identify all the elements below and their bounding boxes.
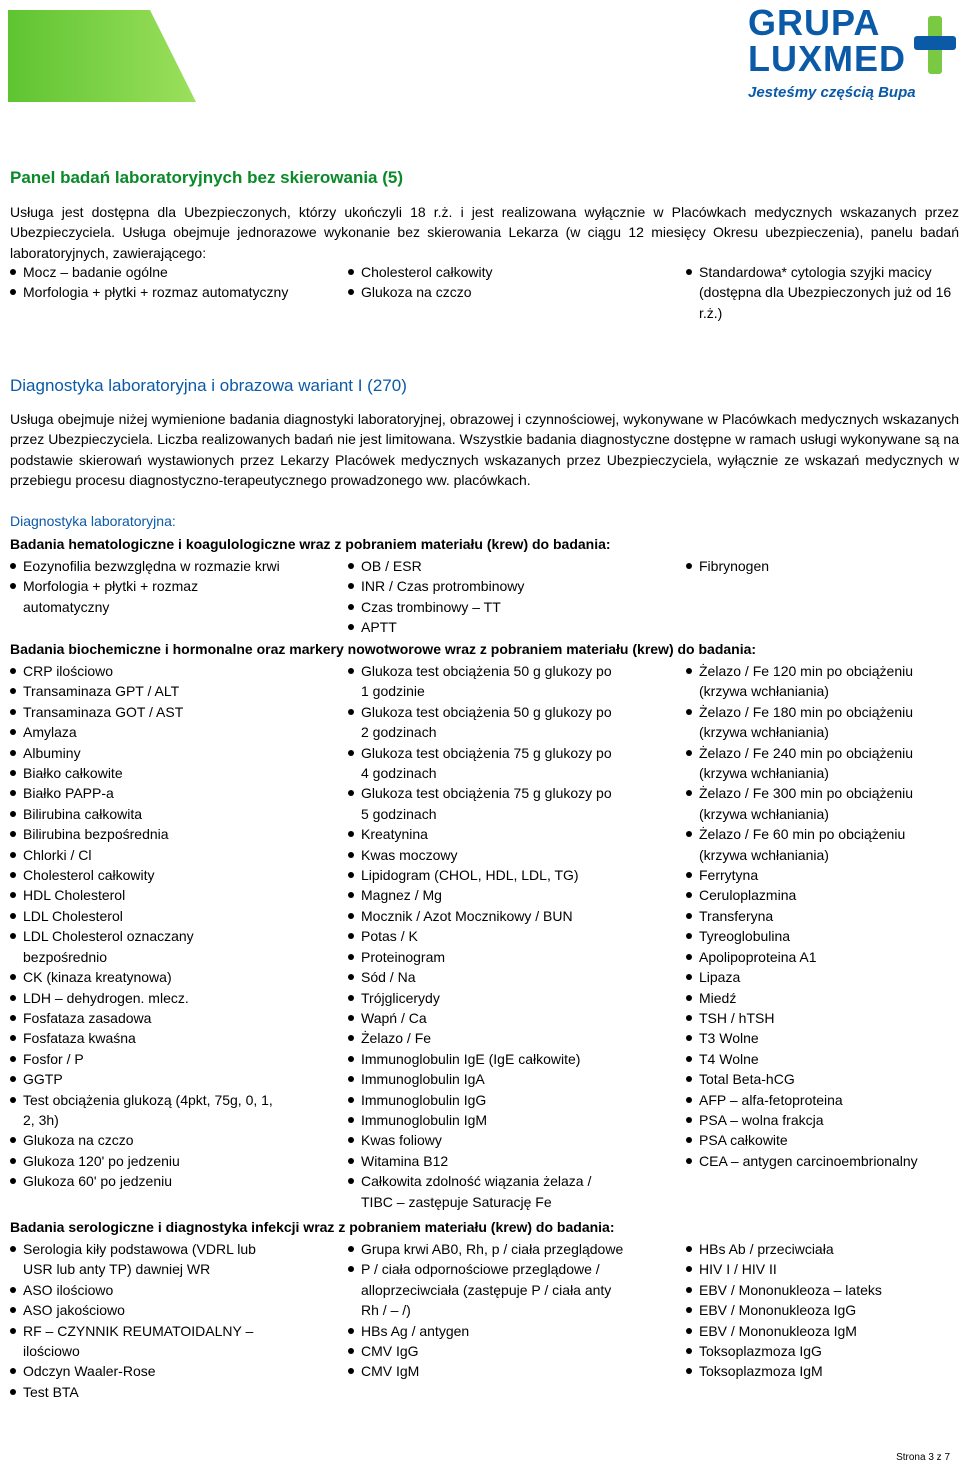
list-item: Glukoza 120' po jedzeniu	[10, 1151, 280, 1171]
panel-list-1	[10, 262, 330, 303]
list-item: Glukoza 60' po jedzeniu	[10, 1171, 280, 1191]
list-item: Żelazo / Fe 180 min po obciążeniu (krzywa wchłaniania)	[686, 702, 946, 743]
list-item: Żelazo / Fe 60 min po obciążeniu (krzywa wchłaniania)	[686, 824, 946, 865]
list-item: Trójglicerydy	[348, 988, 618, 1008]
list-item: Lipaza	[686, 967, 946, 987]
list-item: Transferyna	[686, 906, 946, 926]
list-item: Fosfataza zasadowa	[10, 1008, 280, 1028]
hema-list-3	[686, 556, 956, 576]
bio-list-3	[686, 661, 946, 1171]
list-item: Białko całkowite	[10, 763, 280, 783]
list-item: Kwas foliowy	[348, 1130, 618, 1150]
list-item: Immunoglobulin IgM	[348, 1110, 618, 1130]
list-item: CRP ilościowo	[10, 661, 280, 681]
list-item: Wapń / Ca	[348, 1008, 618, 1028]
hema-heading: Badania hematologiczne i koagulologiczne wraz z pobraniem materiału (krew) do badania:	[10, 536, 611, 552]
list-item: Immunoglobulin IgE (IgE całkowite)	[348, 1049, 618, 1069]
luxmed-logo	[748, 0, 960, 102]
list-item: OB / ESR	[348, 556, 668, 576]
list-item: Ceruloplazmina	[686, 885, 946, 905]
list-item: INR / Czas protrombinowy	[348, 576, 668, 596]
list-item: Żelazo / Fe 240 min po obciążeniu (krzywa wchłaniania)	[686, 743, 946, 784]
list-item: Grupa krwi AB0, Rh, p / ciała przeglądowe	[348, 1239, 628, 1259]
list-item: LDL Cholesterol	[10, 906, 280, 926]
list-item: Fosfor / P	[10, 1049, 280, 1069]
list-item: Kwas moczowy	[348, 845, 618, 865]
list-item: CEA – antygen carcinoembrionalny	[686, 1151, 946, 1171]
list-item: Immunoglobulin IgA	[348, 1069, 618, 1089]
list-item: GGTP	[10, 1069, 280, 1089]
list-item: Glukoza test obciążenia 50 g glukozy po 1 godzinie	[348, 661, 618, 702]
list-item: Mocznik / Azot Mocznikowy / BUN	[348, 906, 618, 926]
list-item: Toksoplazmoza IgM	[686, 1361, 946, 1381]
list-item: Żelazo / Fe 300 min po obciążeniu (krzywa wchłaniania)	[686, 783, 946, 824]
list-item: Fosfataza kwaśna	[10, 1028, 280, 1048]
list-item: Glukoza test obciążenia 50 g glukozy po 2 godzinach	[348, 702, 618, 743]
hema-list-1	[10, 556, 280, 617]
list-item: Cholesterol całkowity	[10, 865, 280, 885]
list-item: Chlorki / Cl	[10, 845, 280, 865]
list-item: Eozynofilia bezwzględna w rozmazie krwi	[10, 556, 280, 576]
list-item: Mocz – badanie ogólne	[10, 262, 330, 282]
list-item: Apolipoproteina A1	[686, 947, 946, 967]
sero-heading: Badania serologiczne i diagnostyka infekcji wraz z pobraniem materiału (krew) do badania:	[10, 1219, 615, 1235]
list-item: Żelazo / Fe 120 min po obciążeniu (krzywa wchłaniania)	[686, 661, 946, 702]
list-item: TSH / hTSH	[686, 1008, 946, 1028]
cross-icon	[914, 16, 956, 74]
list-item: Czas trombinowy – TT	[348, 597, 668, 617]
list-item: LDH – dehydrogen. mlecz.	[10, 988, 280, 1008]
list-item: Glukoza test obciążenia 75 g glukozy po 5 godzinach	[348, 783, 618, 824]
sero-list-2	[348, 1239, 628, 1382]
list-item: Białko PAPP-a	[10, 783, 280, 803]
list-item: EBV / Mononukleoza IgM	[686, 1321, 946, 1341]
list-item: CMV IgG	[348, 1341, 628, 1361]
list-item: P / ciała odpornościowe przeglądowe / alloprzeciwciała (zastępuje P / ciała anty Rh / – /)	[348, 1259, 628, 1320]
list-item: Test BTA	[10, 1382, 280, 1402]
list-item: Cholesterol całkowity	[348, 262, 668, 282]
logo-line2: LUXMED	[748, 38, 906, 79]
list-item: Toksoplazmoza IgG	[686, 1341, 946, 1361]
list-item: T3 Wolne	[686, 1028, 946, 1048]
sero-list-1	[10, 1239, 280, 1402]
list-item: Witamina B12	[348, 1151, 618, 1171]
bio-list-1	[10, 661, 280, 1192]
panel-text: Usługa jest dostępna dla Ubezpieczonych, którzy ukończyli 18 r.ż. i jest realizowana wyłącznie w Placówkach medycznych wskazanych przez Ubezpieczyciela. Usługa obejmuje jednorazowe wykonanie bez skierowania Lekarza (w ciągu 12 miesięcy Okresu ubezpieczenia), panelu badań laboratoryjnych, zawierającego:	[10, 204, 959, 261]
list-item: Amylaza	[10, 722, 280, 742]
panel-title: Panel badań laboratoryjnych bez skierowania (5)	[10, 168, 404, 187]
list-item: Total Beta-hCG	[686, 1069, 946, 1089]
variant-title: Diagnostyka laboratoryjna i obrazowa wariant I (270)	[10, 376, 407, 395]
list-item: Glukoza na czczo	[348, 282, 668, 302]
list-item: HBs Ab / przeciwciała	[686, 1239, 946, 1259]
list-item: ASO ilościowo	[10, 1280, 280, 1300]
list-item: Immunoglobulin IgG	[348, 1090, 618, 1110]
hema-list-2	[348, 556, 668, 638]
green-header-bar	[0, 0, 200, 102]
sero-list-3	[686, 1239, 946, 1382]
list-item: Bilirubina bezpośrednia	[10, 824, 280, 844]
list-item: ASO jakościowo	[10, 1300, 280, 1320]
list-item: Tyreoglobulina	[686, 926, 946, 946]
list-item: Lipidogram (CHOL, HDL, LDL, TG)	[348, 865, 618, 885]
list-item: RF – CZYNNIK REUMATOIDALNY – ilościowo	[10, 1321, 280, 1362]
list-item: Proteinogram	[348, 947, 618, 967]
list-item: Transaminaza GPT / ALT	[10, 681, 280, 701]
list-item: Test obciążenia glukozą (4pkt, 75g, 0, 1, 2, 3h)	[10, 1090, 280, 1131]
list-item: Sód / Na	[348, 967, 618, 987]
list-item: HIV I / HIV II	[686, 1259, 946, 1279]
logo-line1: GRUPA	[748, 2, 881, 43]
bio-heading: Badania biochemiczne i hormonalne oraz markery nowotworowe wraz z pobraniem materiału (krew) do badania:	[10, 641, 757, 657]
list-item: LDL Cholesterol oznaczany bezpośrednio	[10, 926, 280, 967]
list-item: EBV / Mononukleoza IgG	[686, 1300, 946, 1320]
logo-tagline: Jesteśmy częścią Bupa	[748, 84, 916, 101]
list-item: Glukoza test obciążenia 75 g glukozy po 4 godzinach	[348, 743, 618, 784]
list-item: Magnez / Mg	[348, 885, 618, 905]
list-item: Standardowa* cytologia szyjki macicy (dostępna dla Ubezpieczonych już od 16 r.ż.)	[686, 262, 956, 323]
list-item: Glukoza na czczo	[10, 1130, 280, 1150]
list-item: Całkowita zdolność wiązania żelaza / TIBC – zastępuje Saturację Fe	[348, 1171, 618, 1212]
list-item: Morfologia + płytki + rozmaz automatyczny	[10, 282, 330, 302]
list-item: Bilirubina całkowita	[10, 804, 280, 824]
panel-list-2	[348, 262, 668, 303]
list-item: Morfologia + płytki + rozmaz automatyczny	[10, 576, 280, 617]
panel-list-3	[686, 262, 956, 323]
bio-list-2	[348, 661, 618, 1212]
list-item: CK (kinaza kreatynowa)	[10, 967, 280, 987]
list-item: PSA – wolna frakcja	[686, 1110, 946, 1130]
list-item: Albuminy	[10, 743, 280, 763]
list-item: Transaminaza GOT / AST	[10, 702, 280, 722]
list-item: Fibrynogen	[686, 556, 956, 576]
list-item: Miedź	[686, 988, 946, 1008]
list-item: HDL Cholesterol	[10, 885, 280, 905]
variant-text: Usługa obejmuje niżej wymienione badania diagnostyki laboratoryjnej, obrazowej i czynnościowej, wykonywane w Placówkach medycznych wskazanych przez Ubezpieczyciela. Liczba realizowanych badań nie jest limitowana. Wszystkie badania diagnostyczne dostępne w ramach usługi wykonywane są na podstawie skierowań wystawionych przez Lekarzy Placówek medycznych wskazanych przez Ubezpieczyciela, wyłącznie ze wskazań medycznych w przebiegu procesu diagnostyczno-terapeutycznego prowadzonego ww. placówkach.	[10, 411, 959, 488]
list-item: Kreatynina	[348, 824, 618, 844]
list-item: Odczyn Waaler-Rose	[10, 1361, 280, 1381]
page-number: Strona 3 z 7	[896, 1452, 950, 1463]
list-item: CMV IgM	[348, 1361, 628, 1381]
lab-heading: Diagnostyka laboratoryjna:	[10, 513, 176, 529]
list-item: AFP – alfa-fetoproteina	[686, 1090, 946, 1110]
list-item: Żelazo / Fe	[348, 1028, 618, 1048]
list-item: Serologia kiły podstawowa (VDRL lub USR lub anty TP) dawniej WR	[10, 1239, 280, 1280]
list-item: HBs Ag / antygen	[348, 1321, 628, 1341]
list-item: APTT	[348, 617, 668, 637]
list-item: EBV / Mononukleoza – lateks	[686, 1280, 946, 1300]
list-item: PSA całkowite	[686, 1130, 946, 1150]
list-item: Potas / K	[348, 926, 618, 946]
list-item: T4 Wolne	[686, 1049, 946, 1069]
list-item: Ferrytyna	[686, 865, 946, 885]
